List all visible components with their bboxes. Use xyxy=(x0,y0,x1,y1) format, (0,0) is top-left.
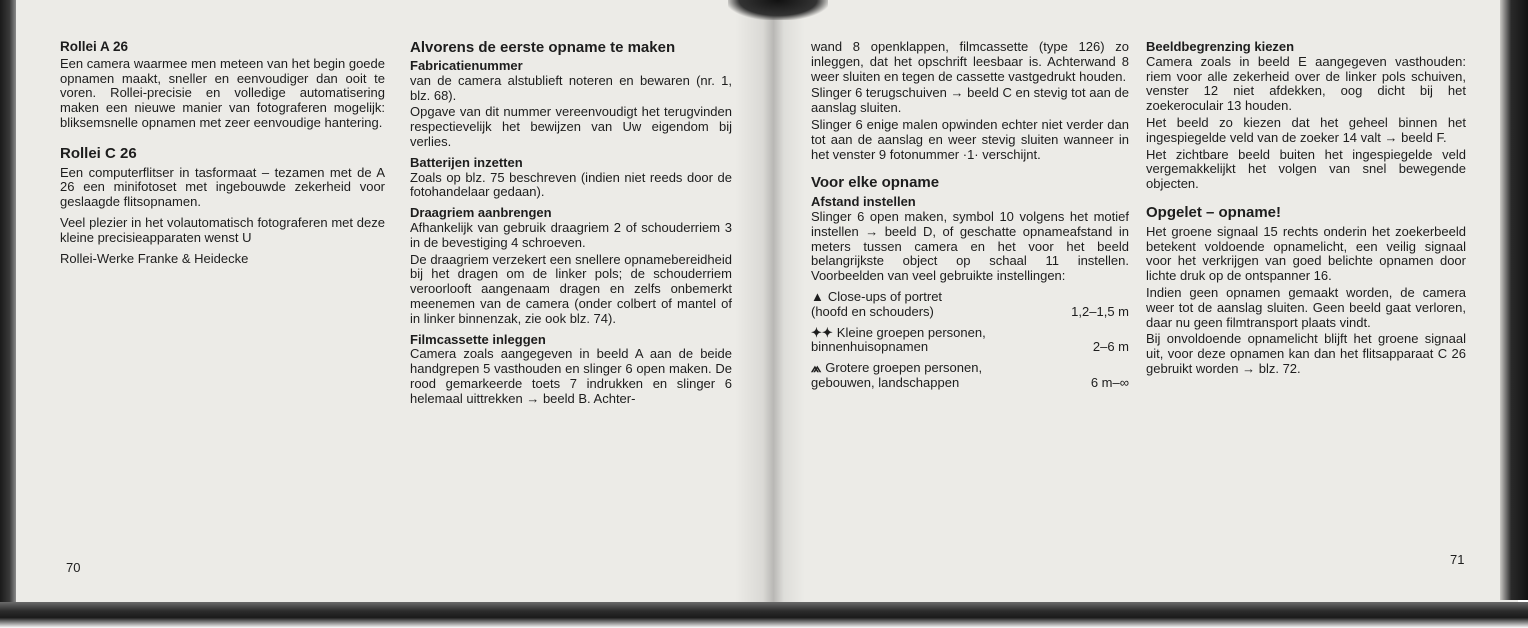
signature: Rollei-Werke Franke & Heidecke xyxy=(60,250,249,266)
left-page-column-2 xyxy=(410,40,732,413)
section-title-strap: Draagriem aanbrengen xyxy=(410,205,552,221)
section-text-film-cassette: Camera zoals aangegeven in beeld A aan de beide handgrepen 5 vasthouden en slinger 6 open maken. De rood gemarkeerde toets 7 indrukken en slinger 6 helemaal uittrekken → beeld B. Achter- xyxy=(410,346,732,406)
continued-text-2: Slinger 6 terugschuiven → beeld C en stevig tot aan de aanslag sluiten. xyxy=(811,85,1129,116)
book-edge-bottom xyxy=(0,602,1528,628)
section-text-framing-3: Het zichtbare beeld buiten het ingespiegelde veld vergemakkelijkt het volgen van snel bewegende objecten. xyxy=(1146,146,1466,192)
right-page-column-2 xyxy=(1146,40,1466,383)
heading-attention: Opgelet – opname! xyxy=(1146,203,1282,221)
heading-rollei-c26: Rollei C 26 xyxy=(60,144,137,162)
page-number-left: 70 xyxy=(66,560,81,575)
paragraph-rollei-a26: Een camera waarmee men meteen van het begin goede opnamen maakt, sneller en eenvoudiger dan ooit te voren. Rollei-precisie en volledige automatisering maken een nieuwe manier van fotograferen mogelijk: bliksemsnelle opnamen met zeer eenvoudige hantering. xyxy=(60,55,385,130)
distance-value: 1,2–1,5 m xyxy=(1071,303,1129,319)
paragraph-low-light: Bij onvoldoende opnamelicht blijft het groene signaal uit, voor deze opnamen kan dan het flitsapparaat C 26 gebruikt worden → blz. 72. xyxy=(1146,331,1466,376)
section-text-framing-2: Het beeld zo kiezen dat het geheel binnen het ingespiegelde veld van de zoeker 14 valt → beeld F. xyxy=(1146,114,1466,145)
section-title-film-cassette: Filmcassette inleggen xyxy=(410,331,546,347)
paragraph-no-photo: Indien geen opnamen gemaakt worden, de camera weer tot de aanslag sluiten. Geen beeld gaat verloren, daar nu geen filmtransport plaats vindt. xyxy=(1146,284,1466,330)
section-text-serial-number: van de camera alstublieft noteren en bewaren (nr. 1, blz. 68). xyxy=(410,72,732,103)
distance-row: ▲ Close-ups of portret (hoofd en schouders) 1,2–1,5 m xyxy=(811,288,1129,319)
heading-before-first-photo: Alvorens de eerste opname te maken xyxy=(410,39,676,56)
distance-value: 6 m–∞ xyxy=(1090,374,1129,390)
continued-text-3: Slinger 6 enige malen opwinden echter niet verder dan tot aan de aanslag en weer stevig sluiten wanneer in het venster 9 fotonummer ·1· verschijnt. xyxy=(811,116,1129,162)
landscape-icon: ⩕ xyxy=(811,360,822,376)
distance-label: ✦✦ Kleine groepen personen, xyxy=(811,324,986,340)
section-title-batteries: Batterijen inzetten xyxy=(410,154,523,170)
section-text-framing: Camera zoals in beeld E aangegeven vasthouden: riem voor alle zekerheid over de linker pols schuiven, venster 12 niet afdekken, oog dicht bij het zoekeroculair 13 houden. xyxy=(1146,53,1466,114)
small-group-icon: ✦✦ xyxy=(811,324,833,340)
continued-text: wand 8 openklappen, filmcassette (type 126) zo inleggen, dat het opschrift leesbaar is. Achterwand 8 weer sluiten en tegen de cassette vastgedrukt houden. xyxy=(811,39,1129,84)
bookmark-shadow xyxy=(728,0,828,20)
distance-label: ⩕ Grotere groepen personen, xyxy=(811,360,983,376)
distance-value: 2–6 m xyxy=(1092,339,1129,355)
page-number-right: 71 xyxy=(1450,552,1465,567)
right-page-column-1 xyxy=(811,40,1129,397)
distance-row: ⩕ Grotere groepen personen, gebouwen, landschappen 6 m–∞ xyxy=(811,360,1129,390)
paragraph-green-signal: Het groene signaal 15 rechts onderin het zoekerbeeld betekent voldoende opnamelicht, een veilig signaal voor het verkrijgen van goed belichte opnamen door lichte druk op de ontspanner 16. xyxy=(1146,223,1466,284)
book-edge-left xyxy=(0,0,16,610)
heading-every-photo: Voor elke opname xyxy=(811,174,940,192)
section-title-serial-number: Fabricatienummer xyxy=(410,58,523,73)
distance-row: ✦✦ Kleine groepen personen, binnenhuisopnamen 2–6 m xyxy=(811,324,1129,355)
book-gutter xyxy=(735,0,805,604)
section-text-strap: Afhankelijk van gebruik draagriem 2 of schouderriem 3 in de bevestiging 4 schroeven. xyxy=(410,219,732,250)
distance-label: ▲ Close-ups of portret xyxy=(811,288,943,304)
section-text-strap-2: De draagriem verzekert een snellere opnamebereidheid bij het dragen om de linker pols; de schouderriem veroorlooft aangenaam dragen en zelfs onbemerkt meenemen van de camera (onder colbert of mantel of in linker binnenzak, zie ook blz. 74). xyxy=(410,251,732,326)
section-text-serial-number-2: Opgave van dit nummer vereenvoudigt het terugvinden respectievelijk het bewijzen van Uw eigendom bij verlies. xyxy=(410,104,732,149)
book-edge-right xyxy=(1500,0,1528,600)
section-text-batteries: Zoals op blz. 75 beschreven (indien niet reeds door de fotohandelaar gedaan). xyxy=(410,169,732,200)
portrait-icon: ▲ xyxy=(811,288,824,304)
section-title-distance: Afstand instellen xyxy=(811,194,916,210)
paragraph-rollei-c26: Een computerflitser in tasformaat – tezamen met de A 26 een minifotoset met ingebouwde zekerheid voor geslaagde flitsopnamen. xyxy=(60,164,385,210)
heading-rollei-a26: Rollei A 26 xyxy=(60,39,129,54)
left-page-column-1 xyxy=(60,40,385,272)
paragraph-greeting: Veel plezier in het volautomatisch fotograferen met deze kleine precisieapparaten wenst U xyxy=(60,214,385,245)
section-title-framing: Beeldbegrenzing kiezen xyxy=(1146,39,1295,54)
section-text-distance: Slinger 6 open maken, symbol 10 volgens het motief instellen → beeld D, of geschatte opnameafstand in meters tussen camera en het voor het beeld belangrijkste object op schaal 11 instellen. Voorbeelden van veel gebruikte instellingen: xyxy=(811,208,1129,284)
